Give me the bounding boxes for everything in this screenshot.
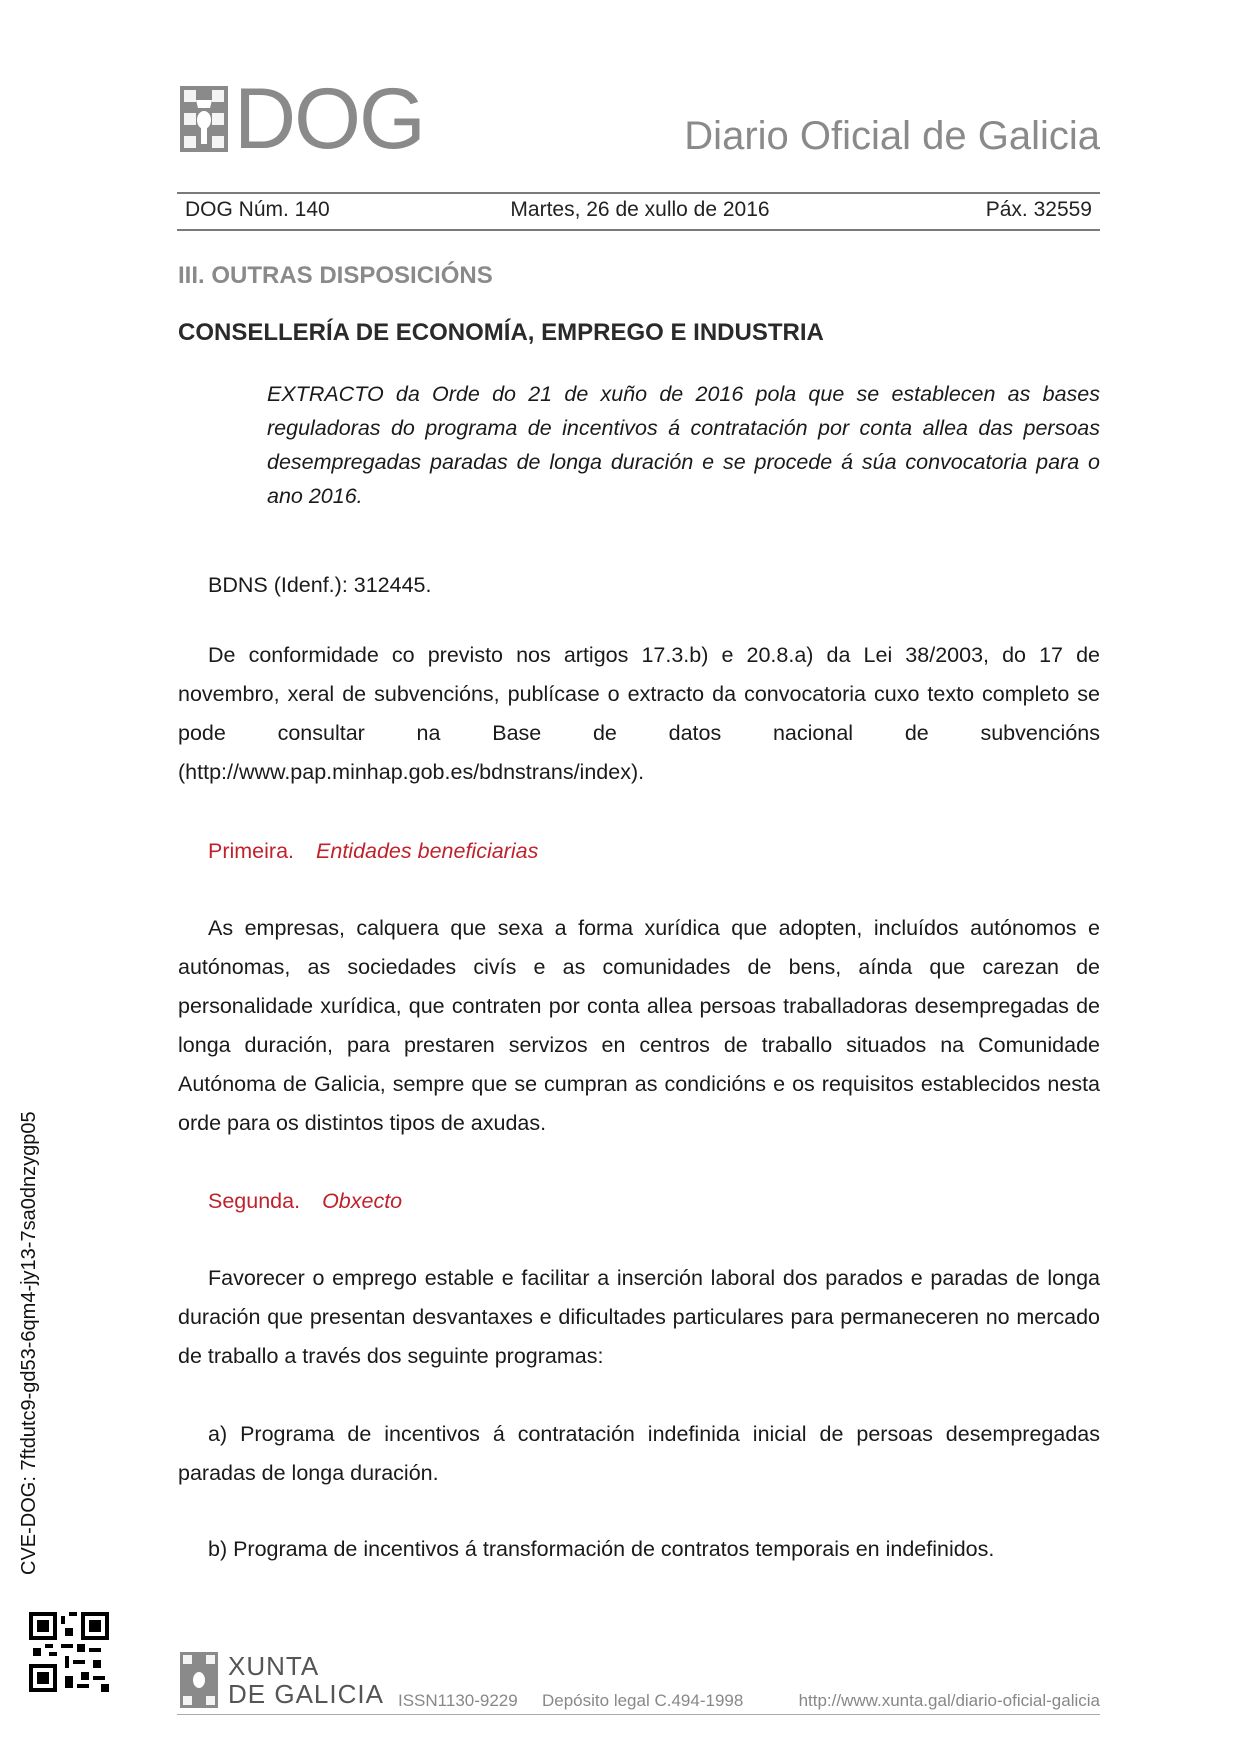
intro-paragraph: De conformidade co previsto nos artigos 17.3.b) e 20.8.a) da Lei 38/2003, do 17 de novembro, xeral de subvencións, publícase o extracto da convocatoria cuxo texto completo se pode consultar na Base de datos nacional de subvencións (http://www.pap.minhap.gob.es/bdnstrans/index). — [178, 643, 1100, 784]
galicia-coat-of-arms-icon — [180, 86, 228, 152]
extract-summary: EXTRACTO da Orde do 21 de xuño de 2016 pola que se establecen as bases reguladoras do programa de incentivos á contratación por conta allea das persoas desempregadas paradas de longa duración e se procede á súa convocatoria para o ano 2016. — [267, 382, 1100, 508]
program-item-a: a) Programa de incentivos á contratación indefinida inicial de persoas desempregadas paradas de longa duración. — [178, 1422, 1100, 1485]
footer-url-link[interactable]: http://www.xunta.gal/diario-oficial-galicia — [798, 1691, 1100, 1710]
xunta-brand-line2: DE GALICIA — [228, 1679, 384, 1709]
section-heading-second — [208, 1186, 402, 1216]
section-heading-title: Entidades beneficiarias — [316, 839, 539, 863]
issue-number: DOG Núm. 140 — [185, 198, 330, 221]
issue-date: Martes, 26 de xullo de 2016 — [510, 198, 770, 221]
section-title: III. OUTRAS DISPOSICIÓNS — [178, 262, 493, 289]
ministry-title: CONSELLERÍA DE ECONOMÍA, EMPREGO E INDUSTRIA — [178, 319, 824, 346]
section-heading-first — [208, 836, 538, 866]
xunta-brand-line1: XUNTA — [228, 1651, 320, 1681]
legal-deposit: Depósito legal C.494-1998 — [542, 1691, 744, 1710]
section-number: Primeira. — [208, 839, 295, 863]
gazette-title: Diario Oficial de Galicia — [684, 114, 1100, 158]
section-heading-title: Obxecto — [322, 1189, 403, 1213]
xunta-brand — [228, 1652, 384, 1708]
program-item-b: b) Programa de incentivos á transformación de contratos temporais en indefinidos. — [208, 1537, 995, 1561]
dog-logo-text: DOG — [234, 71, 424, 167]
cve-verification-code: CVE-DOG: 7ftdutc9-gd53-6qm4-jy13-7sa0dnzygp05 — [18, 1111, 40, 1575]
beneficiaries-paragraph: As empresas, calquera que sexa a forma xurídica que adopten, incluídos autónomos e autónomas, as sociedades civís e as comunidades de bens, aínda que carezan de personalidade xurídica, que contraten por conta allea persoas traballadoras desempregadas de longa duración, para prestaren servizos en centros de traballo situados na Comunidade Autónoma de Galicia, sempre que se cumpran as condicións e os requisitos establecidos nesta orde para os distintos tipos de axudas. — [178, 916, 1100, 1135]
bdns-id: BDNS (Idenf.): 312445. — [208, 573, 432, 597]
header-rule-top — [177, 192, 1100, 194]
issn: ISSN1130-9229 — [398, 1691, 518, 1710]
object-paragraph: Favorecer o emprego estable e facilitar a inserción laboral dos parados e paradas de longa duración que presentan desvantaxes e dificultades particulares para permaneceren no mercado de traballo a través dos seguinte programas: — [178, 1266, 1100, 1368]
xunta-logo-icon — [180, 1652, 218, 1708]
qr-code-icon — [29, 1612, 109, 1692]
footer-rule — [177, 1714, 1100, 1715]
header-rule-bottom — [177, 229, 1100, 231]
page-number: Páx. 32559 — [985, 198, 1092, 221]
section-number: Segunda. — [208, 1189, 301, 1213]
